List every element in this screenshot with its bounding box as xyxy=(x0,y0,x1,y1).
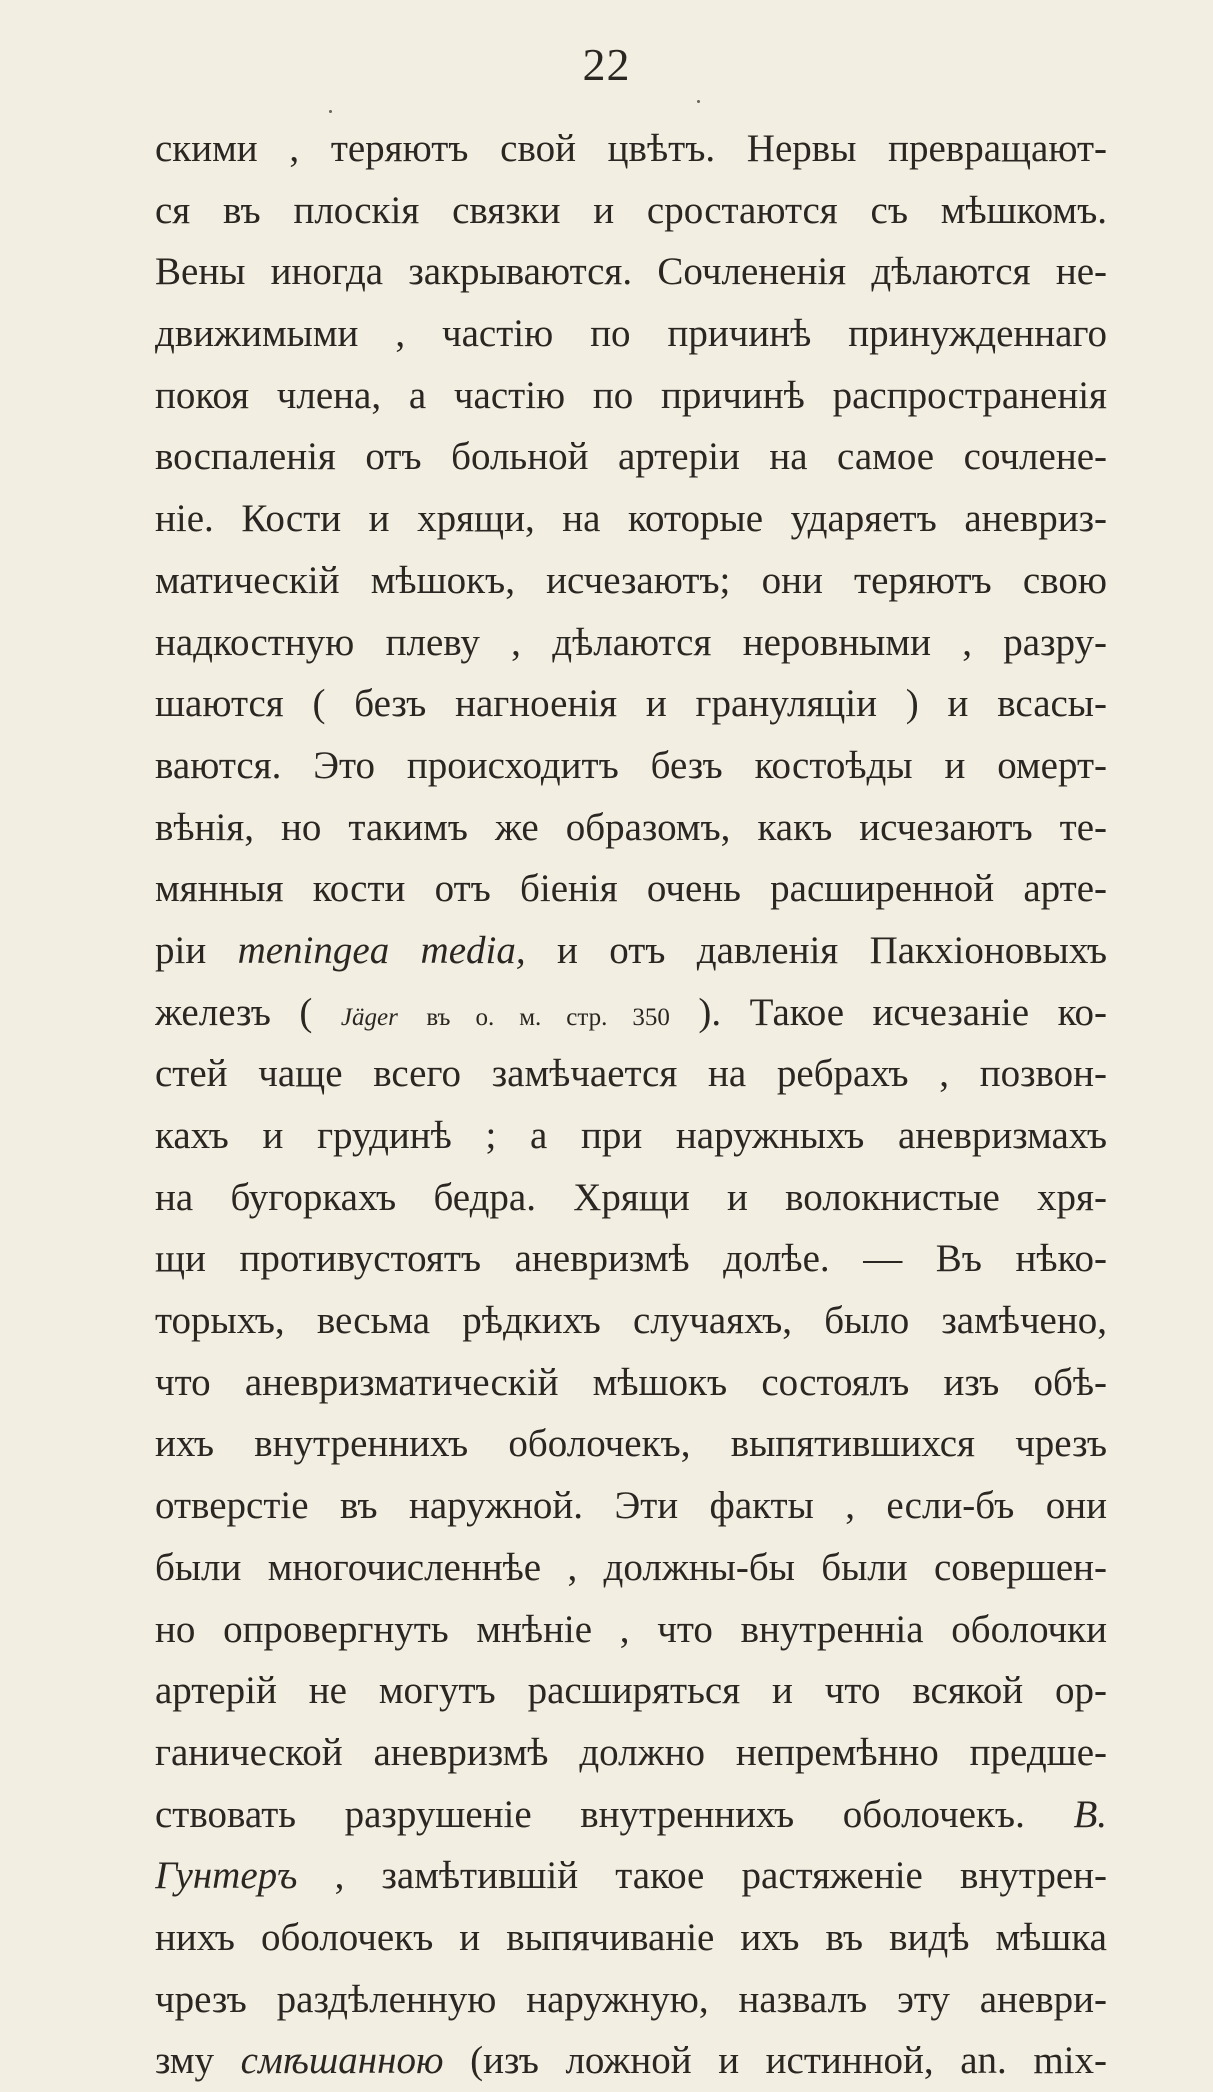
citation-reference: въ о. м. стр. 350 xyxy=(426,1003,670,1031)
text-line: шаются ( безъ нагноенія и грануляціи ) и всасы- xyxy=(155,682,1107,726)
text-line: на бугоркахъ бедра. Хрящи и волокнистые хря- xyxy=(155,1175,1107,1219)
author-initial: В. xyxy=(1073,1792,1107,1836)
text-line xyxy=(155,920,1107,982)
text-line: ваются. Это происходитъ безъ костоѣды и омерт- xyxy=(155,743,1107,787)
text-line: отверстіе въ наружной. Эти факты , если-бъ они xyxy=(155,1484,1107,1528)
text-line: мянныя кости отъ біенія очень расширенной арте- xyxy=(155,867,1107,911)
text-line: щи противустоятъ аневризмѣ долѣе. — Въ нѣко- xyxy=(155,1237,1107,1281)
text-line: кахъ и грудинѣ ; а при наружныхъ аневризмахъ xyxy=(155,1114,1107,1157)
text-line xyxy=(155,982,1107,1044)
text-line: ганической аневризмѣ должно непремѣнно предше- xyxy=(155,1730,1107,1774)
text-line: торыхъ, весьма рѣдкихъ случаяхъ, было замѣчено, xyxy=(155,1299,1107,1343)
author-name: Гунтеръ xyxy=(155,1854,298,1898)
text-line: ся въ плоскія связки и сростаются съ мѣшкомъ. xyxy=(155,188,1107,232)
text-line xyxy=(155,1845,1107,1907)
latin-term: meningea media, xyxy=(237,928,526,972)
text-line: Вены иногда закрываются. Сочлененія дѣлаются не- xyxy=(155,250,1107,294)
text-line: артерій не могутъ расширяться и что всякой ор- xyxy=(155,1669,1107,1713)
text-line: вѣнія, но такимъ же образомъ, какъ исчезаютъ те- xyxy=(155,805,1107,849)
paper-speck xyxy=(329,110,332,113)
text-line: что аневризматическій мѣшокъ состоялъ изъ обѣ- xyxy=(155,1360,1107,1404)
text-line: были многочисленнѣе , должны-бы были совершен- xyxy=(155,1545,1107,1589)
text-segment: железъ ( xyxy=(155,990,313,1034)
page-number: 22 xyxy=(582,39,631,90)
text-line xyxy=(155,1784,1107,1846)
text-line: воспаленія отъ больной артеріи на самое сочлене- xyxy=(155,435,1107,479)
text-segment: ріи xyxy=(155,928,207,972)
text-line: покоя члена, а частію по причинѣ распространенія xyxy=(155,373,1107,417)
text-segment: ствовать разрушеніе внутреннихъ оболочекъ. xyxy=(155,1792,1025,1836)
text-line: нихъ оболочекъ и выпячиваніе ихъ въ видѣ мѣшка xyxy=(155,1915,1107,1959)
text-line: ніе. Кости и хрящи, на которые ударяетъ аневриз- xyxy=(155,497,1107,541)
text-segment: ). Такое исчезаніе ко- xyxy=(698,990,1107,1034)
text-segment: и отъ давленія Пакхіоновыхъ xyxy=(556,928,1107,972)
text-line: скими , теряютъ свой цвѣтъ. Нервы превращают- xyxy=(155,127,1107,170)
text-line: но опровергнуть мнѣніе , что внутренніа оболочки xyxy=(155,1607,1107,1651)
text-line: ихъ внутреннихъ оболочекъ, выпятившихся чрезъ xyxy=(155,1422,1107,1466)
text-line: стей чаще всего замѣчается на ребрахъ , позвон- xyxy=(155,1052,1107,1096)
text-line: надкостную плеву , дѣлаются неровными , разру- xyxy=(155,620,1107,664)
paper-speck xyxy=(697,100,700,103)
citation-author: Jäger xyxy=(340,1003,398,1031)
emphasized-term: смѣшанною xyxy=(240,2039,444,2083)
text-segment: зму xyxy=(155,2039,215,2083)
text-line: движимыми , частію по причинѣ принужденнаго xyxy=(155,312,1107,356)
text-segment: , замѣтившій такое растяженіе внутрен- xyxy=(334,1854,1107,1898)
text-line: чрезъ раздѣленную наружную, назвалъ эту аневри- xyxy=(155,1977,1107,2021)
text-line: матическій мѣшокъ, исчезаютъ; они теряютъ свою xyxy=(155,558,1107,602)
text-segment: (изъ ложной и истинной, an. mix- xyxy=(470,2039,1107,2083)
body-text xyxy=(155,118,1107,2092)
text-line xyxy=(155,2030,1107,2092)
